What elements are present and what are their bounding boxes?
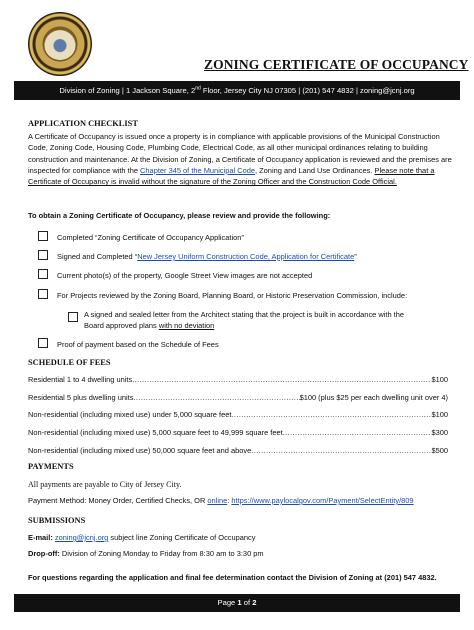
item-ucc-after: ” xyxy=(354,252,357,261)
fee-amount: $300 xyxy=(431,428,448,437)
banner-floor-suffix: nd xyxy=(195,85,201,92)
intro-text-1: A Certificate of Occupancy is issued once a property is in compliance with applicable provisions of the Municipal Construction Code, Zoning Code, Housing Code, Plumbing Code, Electrical Code, as all other municipal ordinances relating to building construction and maintenance. At the Division of Zoning, a Certificate of Occupancy application is reviewed and the premises are inspected for compliance with the xyxy=(28,132,452,175)
payments-heading: PAYMENTS xyxy=(28,462,74,471)
fee-row xyxy=(28,446,448,455)
checkbox-payment-proof[interactable] xyxy=(38,338,48,348)
page-prefix: Page xyxy=(217,598,238,607)
page-total: 2 xyxy=(252,598,257,607)
item-ucc-before: Signed and Completed “ xyxy=(57,252,138,261)
fee-label: Residential 5 plus dwelling units xyxy=(28,393,134,402)
fee-row xyxy=(28,428,448,437)
submission-dropoff-line xyxy=(28,549,264,558)
sub-item-architect-line1: A signed and sealed letter from the Architect stating that the project is built in accordance with the xyxy=(84,310,404,319)
fee-leader-dots xyxy=(133,393,299,402)
dropoff-hours-text: Division of Zoning Monday to Friday from 8:30 am to 3:30 pm xyxy=(61,549,264,558)
intro-paragraph xyxy=(28,131,454,187)
item-board-projects-label: For Projects reviewed by the Zoning Board, Planning Board, or Historic Preservation Commission, include: xyxy=(57,291,408,300)
checkbox-application[interactable] xyxy=(38,231,48,241)
email-subject-text: subject line Zoning Certificate of Occupancy xyxy=(108,533,256,542)
municipal-code-link[interactable]: Chapter 345 of the Municipal Code xyxy=(140,165,255,175)
fee-amount: $100 (plus $25 per each dwelling unit over 4) xyxy=(299,393,448,402)
page-footer xyxy=(14,594,460,612)
page-title: ZONING CERTIFICATE OF OCCUPANCY xyxy=(204,57,469,72)
no-deviation-text: with no deviation xyxy=(158,321,215,330)
item-ucc-certificate xyxy=(57,252,357,261)
contact-banner xyxy=(14,81,460,100)
zoning-email-link[interactable]: zoning@jcnj.org xyxy=(54,533,109,542)
fee-leader-dots xyxy=(251,446,431,455)
fee-row xyxy=(28,375,448,384)
fee-amount: $100 xyxy=(431,375,448,384)
fee-leader-dots xyxy=(132,375,431,384)
page-of: of xyxy=(241,598,253,607)
payment-url-link[interactable]: https://www.paylocalgov.com/Payment/SelectEntity/809 xyxy=(231,496,414,505)
fee-label: Non-residential (including mixed use) under 5,000 square feet xyxy=(28,410,232,419)
fee-leader-dots xyxy=(231,410,431,419)
checkbox-architect-letter[interactable] xyxy=(68,312,78,322)
fee-amount: $100 xyxy=(431,410,448,419)
obtain-heading: To obtain a Zoning Certificate of Occupancy, please review and provide the following: xyxy=(28,211,331,220)
fee-row xyxy=(28,393,448,402)
email-label: E-mail: xyxy=(28,533,55,542)
dropoff-label: Drop-off: xyxy=(28,549,62,558)
city-seal-center xyxy=(44,28,76,60)
fees-heading: SCHEDULE OF FEES xyxy=(28,358,111,367)
online-payment-link[interactable]: online xyxy=(207,496,228,505)
payments-payable-text: All payments are payable to City of Jersey City. xyxy=(28,480,182,489)
page-current: 1 xyxy=(237,598,242,607)
payment-method-line xyxy=(28,496,414,505)
fee-label: Non-residential (including mixed use) 5,000 square feet to 49,999 square feet xyxy=(28,428,283,437)
banner-address-start: Division of Zoning | 1 Jackson Square, 2 xyxy=(59,86,196,95)
sub-item-architect-line2 xyxy=(84,321,214,330)
fee-label: Residential 1 to 4 dwelling units xyxy=(28,375,133,384)
fee-row xyxy=(28,410,448,419)
ucc-application-link[interactable]: New Jersey Uniform Construction Code, Application for Certificate xyxy=(137,252,355,261)
checklist-heading: APPLICATION CHECKLIST xyxy=(28,119,138,128)
fee-leader-dots xyxy=(283,428,432,437)
fee-label: Non-residential (including mixed use) 50,000 square feet and above xyxy=(28,446,252,455)
item-application-label: Completed “Zoning Certificate of Occupancy Application” xyxy=(57,233,244,242)
payment-method-label: Payment Method: Money Order, Certified Checks, OR xyxy=(28,496,208,505)
item-payment-proof-label: Proof of payment based on the Schedule of Fees xyxy=(57,340,219,349)
checkbox-photos[interactable] xyxy=(38,269,48,279)
submission-email-line xyxy=(28,533,256,542)
item-photos-label: Current photo(s) of the property, Google Street View images are not accepted xyxy=(57,271,313,280)
submissions-heading: SUBMISSIONS xyxy=(28,516,86,525)
intro-validity-note: Please note that a Certificate of Occupancy is invalid without the signature of the Zoning Officer and the Construction Code Official. xyxy=(28,165,435,187)
banner-address-end: Floor, Jersey City NJ 07305 | (201) 547 4832 | zoning@jcnj.org xyxy=(200,86,415,95)
intro-text-2: , Zoning and Land Use Ordinances. xyxy=(255,165,375,175)
payment-colon: : xyxy=(227,496,232,505)
checkbox-ucc-certificate[interactable] xyxy=(38,250,48,260)
checkbox-board-projects[interactable] xyxy=(38,289,48,299)
fee-amount: $500 xyxy=(431,446,448,455)
sub-item-line2-text: Board approved plans xyxy=(84,321,159,330)
questions-contact-text: For questions regarding the application and final fee determination contact the Division of Zoning at (201) 547 4832. xyxy=(28,573,437,582)
